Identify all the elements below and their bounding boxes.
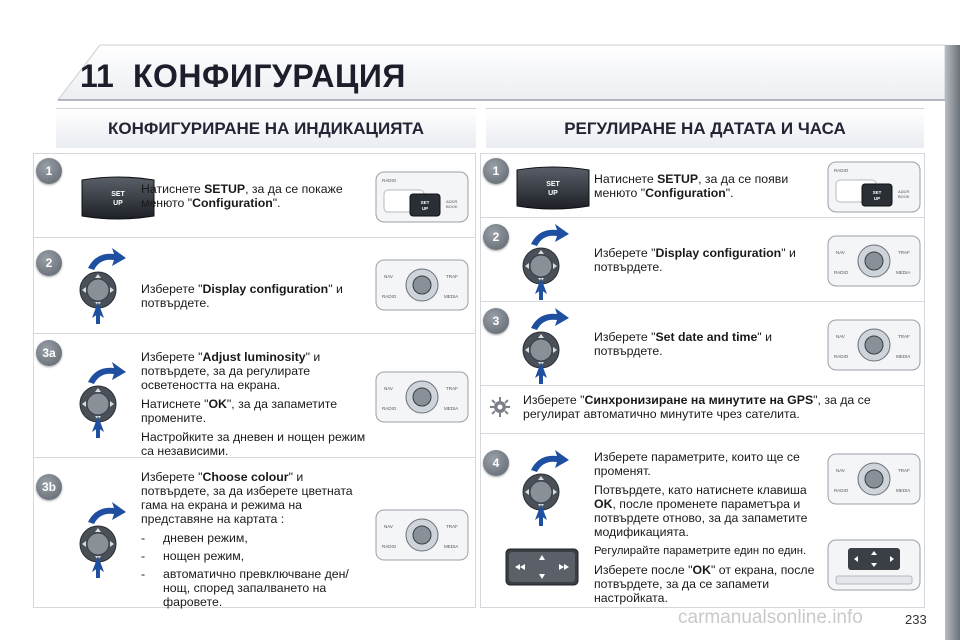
svg-text:SET: SET	[872, 190, 882, 195]
left-step-3a	[34, 334, 475, 458]
svg-text:NAV: NAV	[836, 468, 845, 473]
svg-text:ADDR: ADDR	[898, 189, 910, 194]
rotary-dial-icon	[74, 358, 130, 440]
console-nav-dial-icon	[826, 318, 922, 372]
list-item: - автоматично превключване ден/нощ, според запалването на фаровете.	[141, 567, 349, 609]
svg-text:RADIO: RADIO	[382, 406, 397, 411]
right-step-2	[481, 218, 924, 302]
svg-text:TRAF: TRAF	[446, 524, 458, 529]
right-steps-panel	[480, 153, 925, 608]
paragraph: Изберете после "OK" от екрана, после потвърдете, за да се запамети настройката.	[594, 563, 815, 605]
step-badge: 4	[483, 450, 509, 476]
step-badge: 1	[36, 158, 62, 184]
paragraph: Изберете "Adjust luminosity" и потвърдете, за да регулирате осветеността на екрана.	[141, 350, 321, 392]
svg-text:UP: UP	[873, 196, 881, 201]
svg-text:TRAF: TRAF	[898, 250, 910, 255]
rotary-dial-icon	[74, 498, 130, 580]
left-steps-panel	[33, 153, 476, 608]
console-setup-highlight-icon	[374, 170, 470, 224]
right-section-title-text: РЕГУЛИРАНЕ НА ДАТАТА И ЧАСА	[564, 118, 846, 138]
console-nav-dial-icon	[374, 258, 470, 312]
svg-text:MEDIA: MEDIA	[444, 294, 459, 299]
svg-text:RADIO: RADIO	[834, 168, 849, 173]
svg-text:TRAF: TRAF	[898, 468, 910, 473]
right-gps-tip	[481, 386, 924, 434]
svg-text:MEDIA: MEDIA	[896, 354, 911, 359]
paragraph: Натиснете "OK", за да запаметите промените.	[141, 397, 338, 425]
svg-text:TRAF: TRAF	[446, 274, 458, 279]
left-section-title-text: КОНФИГУРИРАНЕ НА ИНДИКАЦИЯТА	[107, 118, 425, 138]
setup-label-1: SET	[111, 191, 125, 198]
right-step-4	[481, 438, 924, 608]
svg-text:TRAF: TRAF	[446, 386, 458, 391]
rotary-dial-icon	[517, 220, 573, 302]
right-step-4-text	[594, 450, 826, 610]
step-badge: 1	[483, 158, 509, 184]
paragraph: Потвърдете, като натиснете клавиша OK, после променете параметъра и потвърдете отново, за да запаметите модификацията.	[594, 483, 808, 539]
step-badge: 3b	[36, 474, 62, 500]
chapter-title: КОНФИГУРАЦИЯ	[133, 58, 406, 94]
list-item: - дневен режим,	[141, 531, 248, 545]
svg-text:MEDIA: MEDIA	[444, 406, 459, 411]
svg-text:NAV: NAV	[836, 250, 845, 255]
console-nav-dial-icon	[374, 370, 470, 424]
svg-text:BOOK: BOOK	[898, 194, 910, 199]
svg-text:MEDIA: MEDIA	[896, 270, 911, 275]
left-step-3b-text	[141, 470, 373, 609]
step-badge: 3a	[36, 340, 62, 366]
console-nav-dial-icon	[826, 234, 922, 288]
tip-gear-icon	[489, 396, 511, 418]
left-step-3b	[34, 458, 475, 608]
console-nav-dial-icon	[374, 508, 470, 562]
arrow-keypad-icon	[505, 548, 579, 586]
svg-text:MEDIA: MEDIA	[444, 544, 459, 549]
rotary-dial-icon	[74, 244, 130, 326]
setup-button-icon	[515, 166, 591, 210]
paragraph: Настройките за дневен и нощен режим са независими.	[141, 430, 366, 458]
svg-text:MEDIA: MEDIA	[896, 488, 911, 493]
page-number: 233	[905, 612, 927, 627]
svg-text:RADIO: RADIO	[834, 488, 849, 493]
paragraph: Регулирайте параметрите един по един.	[594, 545, 807, 557]
right-step-2-text: Изберете "Display configuration" и потвърдете.	[594, 246, 796, 274]
svg-text:NAV: NAV	[384, 524, 393, 529]
svg-text:NAV: NAV	[384, 274, 393, 279]
svg-text:RADIO: RADIO	[382, 178, 397, 183]
svg-text:TRAF: TRAF	[898, 334, 910, 339]
console-setup-highlight-icon	[826, 160, 922, 214]
left-step-2	[34, 238, 475, 334]
right-step-1	[481, 154, 924, 218]
svg-text:ADDR: ADDR	[446, 199, 458, 204]
svg-text:UP: UP	[548, 190, 558, 197]
console-nav-dial-icon	[826, 452, 922, 506]
svg-text:RADIO: RADIO	[834, 354, 849, 359]
page-header	[0, 0, 960, 110]
chapter-number: 11	[80, 58, 114, 94]
svg-text:UP: UP	[421, 206, 429, 211]
paragraph: Изберете параметрите, които ще се променят.	[594, 450, 800, 478]
list-item: - нощен режим,	[141, 549, 245, 563]
rotary-dial-icon	[517, 446, 573, 528]
svg-text:NAV: NAV	[384, 386, 393, 391]
right-section-title	[486, 108, 924, 148]
watermark: carmanualsonline.info	[678, 607, 863, 628]
rotary-dial-icon	[517, 304, 573, 386]
side-tab-bar	[945, 45, 960, 640]
step-badge: 2	[483, 224, 509, 250]
svg-text:RADIO: RADIO	[834, 270, 849, 275]
right-step-3-text: Изберете "Set date and time" и потвърдете.	[594, 330, 772, 358]
setup-label-2: UP	[113, 200, 123, 207]
paragraph: Изберете "Choose colour" и потвърдете, за да изберете цветната гама на екрана и режима на представяне на картата :	[141, 470, 353, 526]
console-keypad-icon	[826, 538, 922, 592]
step-badge: 3	[483, 308, 509, 334]
svg-text:RADIO: RADIO	[382, 544, 397, 549]
svg-text:NAV: NAV	[836, 334, 845, 339]
right-step-1-text: Натиснете SETUP, за да се появи менюто "Configuration".	[594, 172, 789, 200]
svg-text:RADIO: RADIO	[382, 294, 397, 299]
step-badge: 2	[36, 250, 62, 276]
svg-text:SET: SET	[546, 181, 560, 188]
left-step-2-text: Изберете "Display configuration" и потвърдете.	[141, 282, 343, 310]
left-section-title	[56, 108, 476, 148]
left-step-1	[34, 154, 475, 238]
left-step-1-text: Натиснете SETUP, за да се покаже менюто "Configuration".	[141, 182, 343, 210]
right-gps-tip-text: Изберете "Синхронизиране на минутите на GPS", за да се регулират автоматично минутите чрез сателита.	[523, 393, 871, 421]
right-step-3	[481, 302, 924, 386]
left-step-3a-text	[141, 350, 373, 463]
svg-text:SET: SET	[420, 200, 430, 205]
svg-text:BOOK: BOOK	[446, 204, 458, 209]
